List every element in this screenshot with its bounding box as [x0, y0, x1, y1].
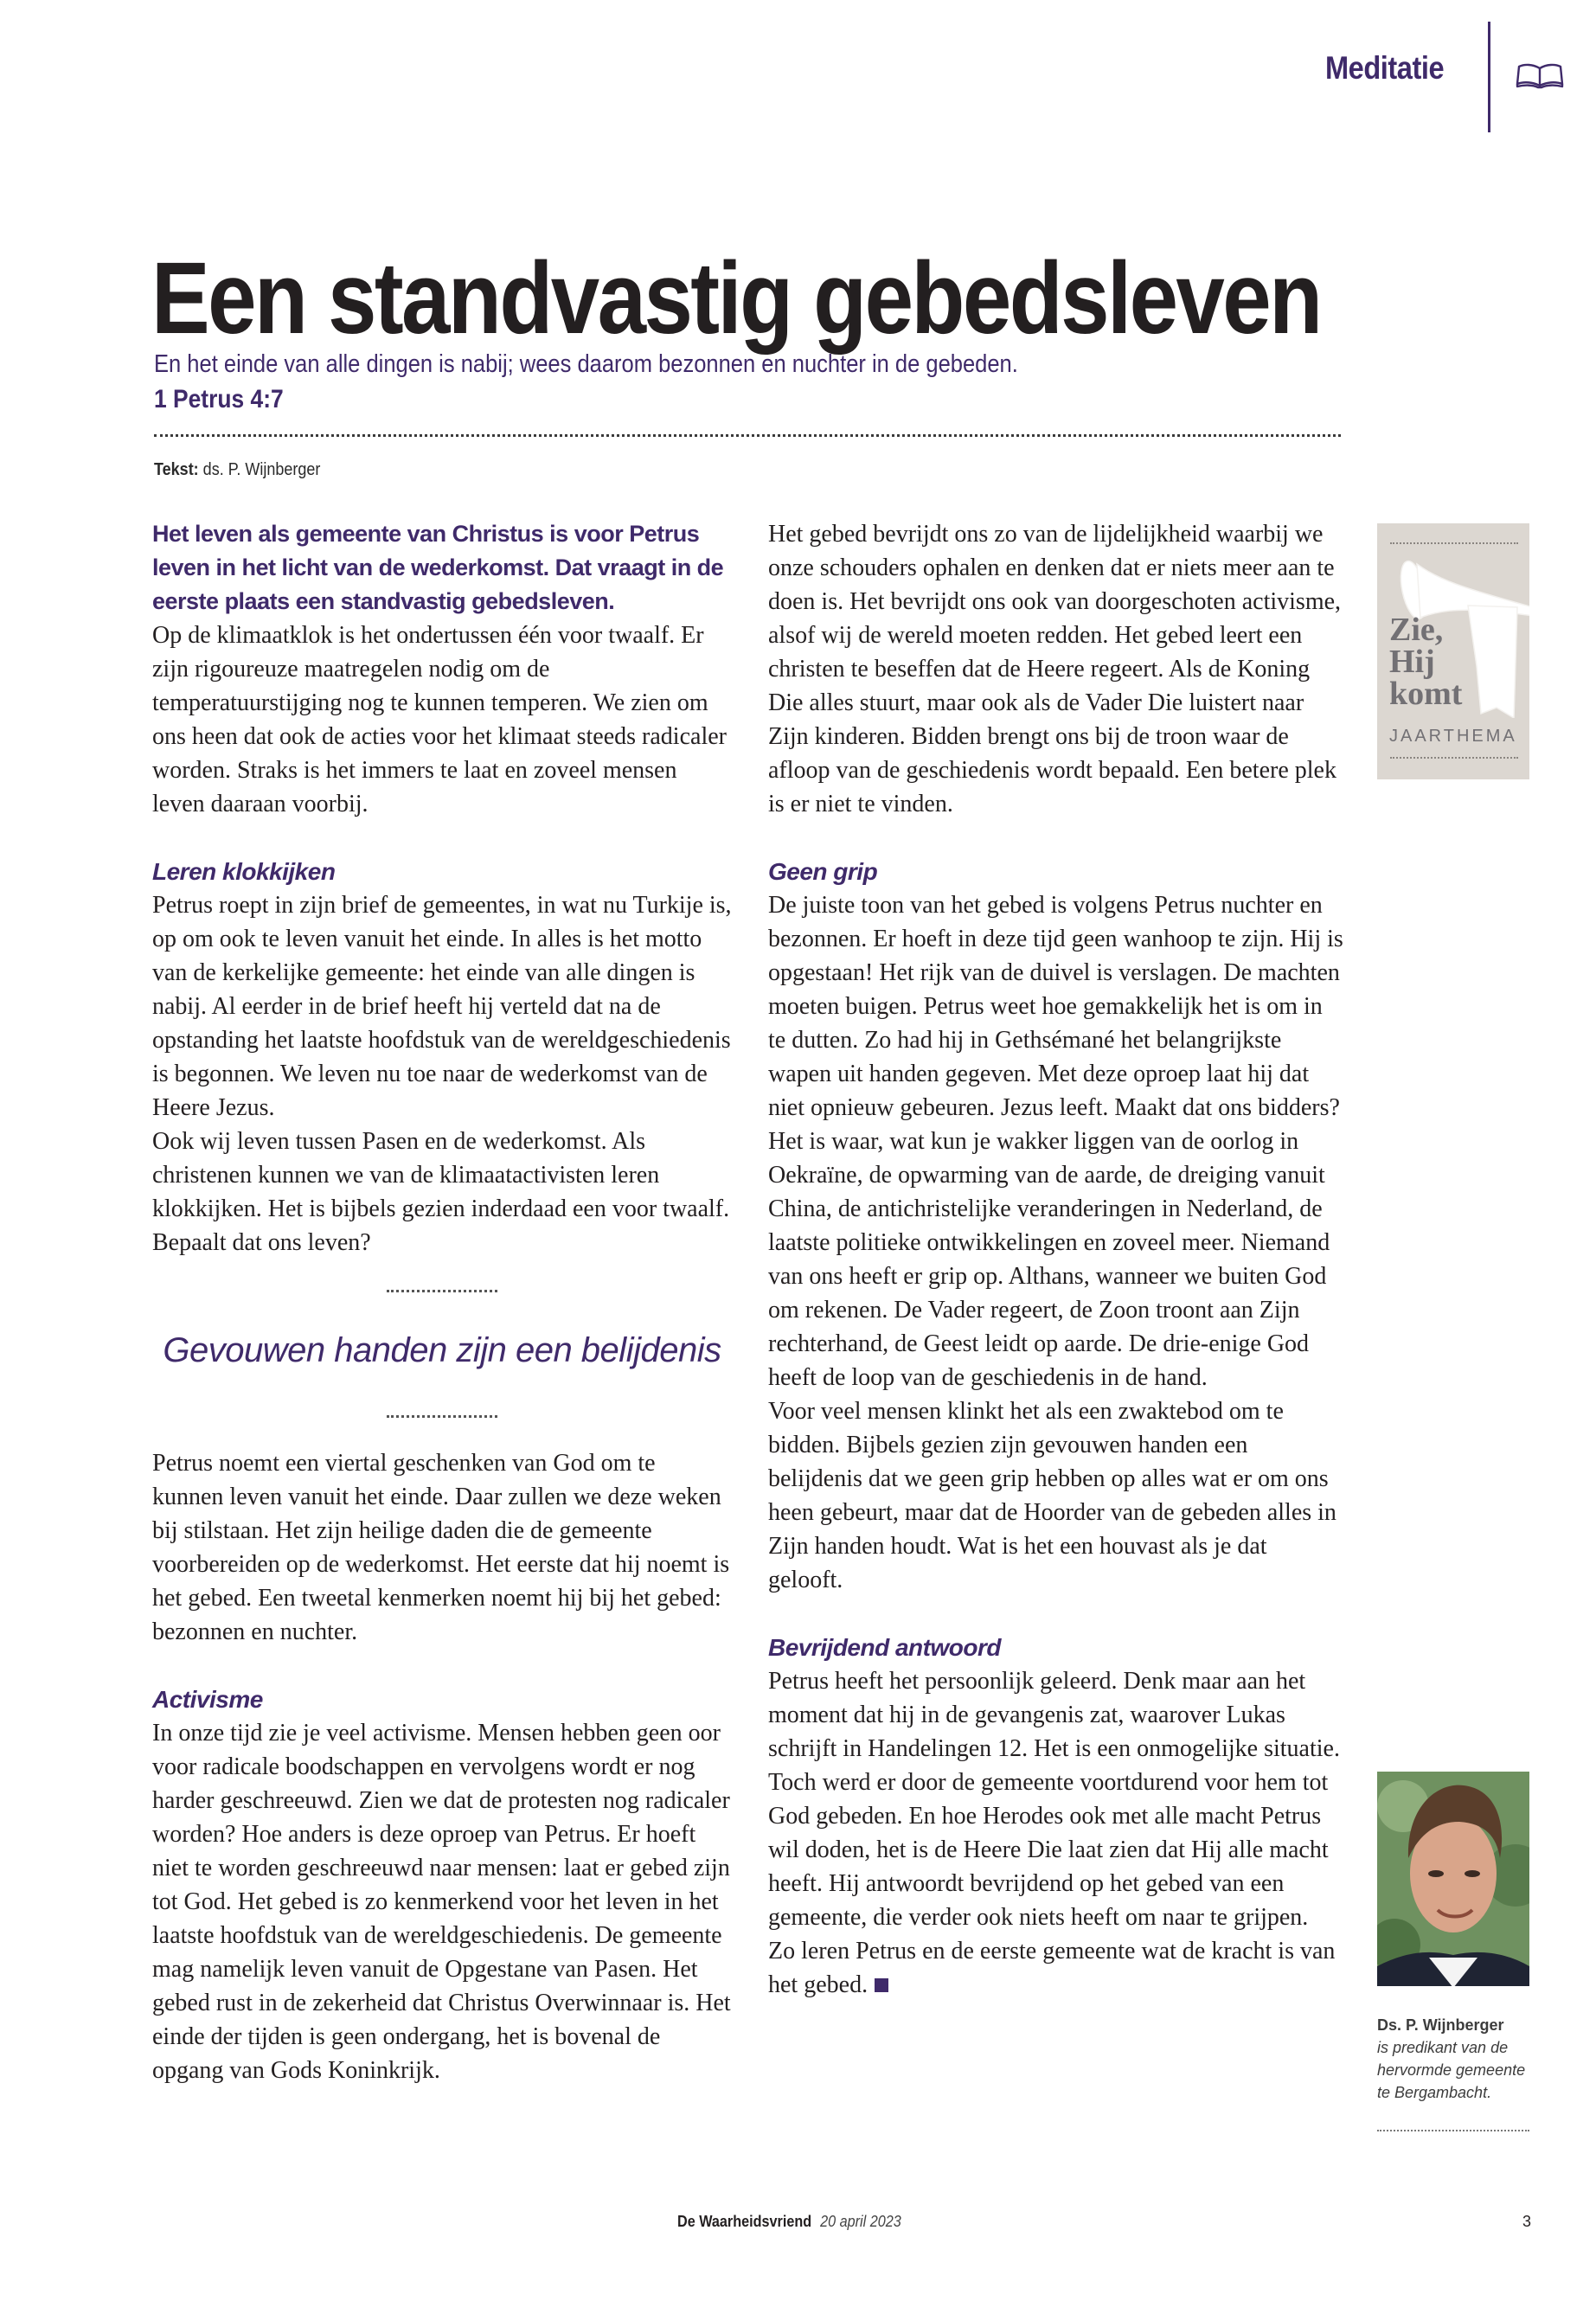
- subheading: Bevrijdend antwoord: [768, 1634, 1001, 1661]
- verse-reference: 1 Petrus 4:7: [154, 385, 284, 413]
- closing-paragraph: [768, 1934, 1343, 2002]
- theme-subtitle: JAARTHEMA: [1389, 727, 1517, 746]
- pull-quote-dots-bottom: [387, 1415, 497, 1418]
- bible-verse: En het einde van alle dingen is nabij; wees daarom bezonnen en nuchter in de gebeden.: [154, 350, 1018, 378]
- byline: [154, 460, 320, 480]
- closing-text: Zo leren Petrus en de eerste gemeente wat de kracht is van het gebed.: [768, 1938, 1336, 1998]
- body-paragraph: Petrus roept in zijn brief de gemeentes, in wat nu Turkije is, op om ook te leven vanuit het einde. In alles is het motto van de kerkelijke gemeente: het einde van alle dingen is nabij. Al eerder in de brief heeft hij verteld dat na de opstanding het laatste hoofdstuk van de wereldgeschiedenis is begonnen. We leven nu toe naar de wederkomst van de Heere Jezus.: [152, 892, 732, 1121]
- year-theme-badge: [1377, 523, 1529, 779]
- issue-date: 20 april 2023: [820, 2213, 901, 2230]
- pull-quote: [152, 1268, 732, 1427]
- section-divider: [1488, 22, 1490, 132]
- body-paragraph: Petrus noemt een viertal geschenken van God om te kunnen leven vanuit het einde. Daar zullen we deze weken bij stilstaan. Het zijn heilige daden die de gemeente voorbereiden op de wederkomst. Het eerste dat hij noemt is het gebed. Een tweetal kenmerken noemt hij bij het gebed: bezonnen en nuchter.: [152, 1450, 730, 1645]
- dotted-divider: [154, 434, 1341, 437]
- publication-name: De Waarheidsvriend: [677, 2213, 812, 2230]
- page-footer: [677, 2213, 901, 2231]
- body-paragraph: Voor veel mensen klinkt het als een zwaktebod om te bidden. Bijbels gezien zijn gevouwen handen een belijdenis dat we geen grip hebben op alles wat er om ons heen gebeurt, maar dat de Hoorder van de gebeden alles in Zijn handen houdt. Wat is het een houvast als je dat gelooft.: [768, 1398, 1336, 1593]
- theme-title-line: komt: [1389, 676, 1463, 712]
- pull-quote-text: Gevouwen handen zijn een belijdenis: [163, 1331, 721, 1369]
- author-description: is predikant van de hervormde gemeente te Bergambacht.: [1377, 2039, 1526, 2101]
- pull-quote-dots-top: [387, 1290, 497, 1292]
- theme-title-line: Hij: [1389, 644, 1435, 680]
- article-title: Een standvastig gebedsleven: [151, 241, 1321, 356]
- subheading: Leren klokkijken: [152, 858, 336, 885]
- byline-author: ds. P. Wijnberger: [202, 460, 321, 479]
- theme-title-line: Zie,: [1389, 612, 1444, 648]
- open-book-icon: [1516, 63, 1564, 89]
- dotted-divider: [1390, 757, 1518, 759]
- author-name: Ds. P. Wijnberger: [1377, 2016, 1504, 2034]
- body-paragraph: In onze tijd zie je veel activisme. Mensen hebben geen oor voor radicale boodschappen en vervolgens wordt er nog harder geschreeuwd. Zien we dat de protesten nog radicaler worden? Hoe anders is deze oproep van Petrus. Er hoeft niet te worden geschreeuwd naar mensen: laat er gebed zijn tot God. Het gebed is zo kenmerkend voor het leven in het laatste hoofdstuk van de wereldgeschiedenis. De gemeente mag namelijk leven vanuit de Opgestane van Pasen. Het gebed rust in de zekerheid dat Christus Overwinnaar is. Het einde der tijden is geen ondergang, het is bovenal de opgang van Gods Koninkrijk.: [152, 1720, 731, 2084]
- subheading: Geen grip: [768, 858, 878, 885]
- body-paragraph: Het gebed bevrijdt ons zo van de lijdelijkheid waarbij we onze schouders ophalen en denken dat er niets meer aan te doen is. Het bevrijdt ons ook van doorgeschoten activisme, alsof wij de wereld moeten redden. Het gebed leert een christen te beseffen dat de Heere regeert. Als de Koning Die alles stuurt, maar ook als de Vader Die luistert naar Zijn kinderen. Bidden brengt ons bij de troon waar de afloop van de geschiedenis wordt bepaald. Een betere plek is er niet te vinden.: [768, 521, 1342, 817]
- article-column-right: [768, 517, 1343, 2002]
- author-photo: [1377, 1772, 1529, 1986]
- byline-label: Tekst:: [154, 460, 199, 479]
- body-paragraph: Petrus heeft het persoonlijk geleerd. Denk maar aan het moment dat hij in de gevangenis zat, waarover Lukas schrijft in Handelingen 12. Het is een onmogelijke situatie. Toch werd er door de gemeente voortdurend voor hem tot God gebeden. En hoe Herodes ook met alle macht Petrus wil doden, het is de Heere Die laat zien dat Hij alle macht heeft. Hij antwoordt bevrijdend op het gebed van een gemeente, die verder ook niets heeft om naar te grijpen.: [768, 1668, 1340, 1931]
- end-of-article-square-icon: [875, 1978, 888, 1992]
- body-paragraph: De juiste toon van het gebed is volgens Petrus nuchter en bezonnen. Er hoeft in deze tijd geen wanhoop te zijn. Hij is opgestaan! Het rijk van de duivel is verslagen. De machten moeten buigen. Petrus weet hoe gemakkelijk het is om in te dutten. Zo had hij in Gethsémané het belangrijkste wapen uit handen gegeven. Met deze oproep laat hij dat niet opnieuw gebeuren. Jezus leeft. Maakt dat ons bidders? Het is waar, wat kun je wakker liggen van de oorlog in Oekraïne, de opwarming van de aarde, de dreiging vanuit China, de antichristelijke veranderingen in Nederland, de laatste politieke ontwikkelingen en zoveel meer. Niemand van ons heeft er grip op. Althans, wanneer we buiten God om rekenen. De Vader regeert, de Zoon troont aan Zijn rechterhand, de Geest leidt op aarde. De drie-enige God heeft de loop van de geschiedenis in de hand.: [768, 892, 1343, 1391]
- dotted-divider: [1377, 2130, 1529, 2131]
- theme-title: [1389, 614, 1462, 710]
- author-caption: [1377, 2014, 1533, 2104]
- subheading: Activisme: [152, 1686, 263, 1713]
- body-paragraph: Ook wij leven tussen Pasen en de wederkomst. Als christenen kunnen we van de klimaatactivisten leren klokkijken. Het is bijbels gezien inderdaad een voor twaalf. Bepaalt dat ons leven?: [152, 1128, 730, 1256]
- page-number: 3: [1522, 2213, 1532, 2230]
- lead-paragraph: Het leven als gemeente van Christus is voor Petrus leven in het licht van de wederkomst. Dat vraagt in de eerste plaats een standvastig gebedsleven.: [152, 521, 724, 614]
- article-column-left: [152, 517, 732, 2087]
- dotted-divider: [1390, 542, 1518, 544]
- intro-paragraph: Op de klimaatklok is het ondertussen één voor twaalf. Er zijn rigoureuze maatregelen nodig om de temperatuurstijging nog te kunnen temperen. We zien om ons heen dat ook de acties voor het klimaat steeds radicaler worden. Straks is het immers te laat en zoveel mensen leven daaraan voorbij.: [152, 622, 727, 817]
- section-label: Meditatie: [1325, 50, 1445, 86]
